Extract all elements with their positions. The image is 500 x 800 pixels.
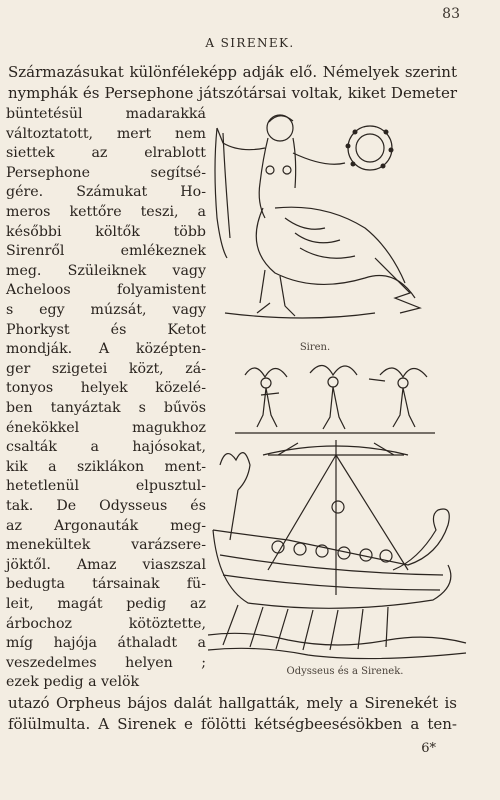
- column-line: Persephone segítsé-: [6, 164, 206, 181]
- column-line: énekökkel magukhoz: [6, 419, 206, 436]
- column-line: Acheloos folyamistent: [6, 282, 206, 299]
- column-line: ezek pedig a velök: [6, 674, 140, 691]
- column-line: mondják. A középten-: [6, 341, 206, 358]
- column-line: bedugta társainak fü-: [6, 576, 206, 593]
- ship-caption: Odysseus és a Sirenek.: [286, 666, 404, 677]
- column-line: tonyos helyek közelé-: [6, 380, 206, 397]
- intro-line-1: Származásukat különféleképp adják elő. Némelyek szerint: [8, 63, 457, 81]
- column-line: s egy múzsát, vagy: [6, 302, 206, 318]
- column-line: ger szigetei közt, zá-: [6, 360, 206, 377]
- closing-line-1: utazó Orpheus bájos dalát hallgatták, mely a Sirenekét is: [8, 694, 457, 712]
- column-line: Sirenről emlékeznek: [6, 243, 206, 260]
- siren-illustration: [205, 108, 435, 338]
- column-line: veszedelmes helyen ;: [6, 654, 206, 671]
- column-line: menekültek varázsere-: [6, 537, 206, 554]
- intro-line-2: nymphák és Persephone játszótársai voltak, kiket Demeter: [8, 84, 457, 102]
- chapter-heading: A SIRENEK.: [205, 36, 295, 50]
- column-line: ben tanyáztak s bűvös: [6, 400, 206, 416]
- column-line: tak. De Odysseus és: [6, 498, 206, 514]
- column-line: siettek az elrablott: [6, 145, 206, 162]
- column-line: árbochoz kötöztette,: [6, 615, 206, 632]
- column-line: hetetlenül elpusztul-: [6, 478, 206, 495]
- column-line: kik a sziklákon ment-: [6, 458, 206, 475]
- closing-line-2: fölülmulta. A Sirenek e fölötti kétségbeesésökben a ten-: [8, 715, 457, 733]
- column-line: későbbi költők több: [6, 223, 206, 240]
- column-line: csalták a hajósokat,: [6, 439, 206, 456]
- column-line: büntetésül madarakká: [6, 106, 206, 122]
- column-line: gére. Számukat Ho-: [6, 184, 206, 201]
- column-line: jöktől. Amaz viaszszal: [6, 556, 206, 573]
- column-line: leit, magát pedig az: [6, 596, 206, 612]
- column-line: meros kettőre teszi, a: [6, 204, 206, 220]
- column-line: változtatott, mert nem: [6, 125, 206, 142]
- siren-caption: Siren.: [299, 342, 331, 353]
- column-line: meg. Szüleiknek vagy: [6, 262, 206, 279]
- column-line: az Argonauták meg-: [6, 517, 206, 534]
- page-number: 83: [442, 6, 460, 22]
- column-line: Phorkyst és Ketot: [6, 321, 206, 338]
- odysseus-ship-illustration: [208, 435, 468, 665]
- flying-sirens-illustration: [235, 355, 435, 435]
- signature-mark: 6*: [421, 741, 436, 756]
- column-line: míg hajója áthaladt a: [6, 635, 206, 652]
